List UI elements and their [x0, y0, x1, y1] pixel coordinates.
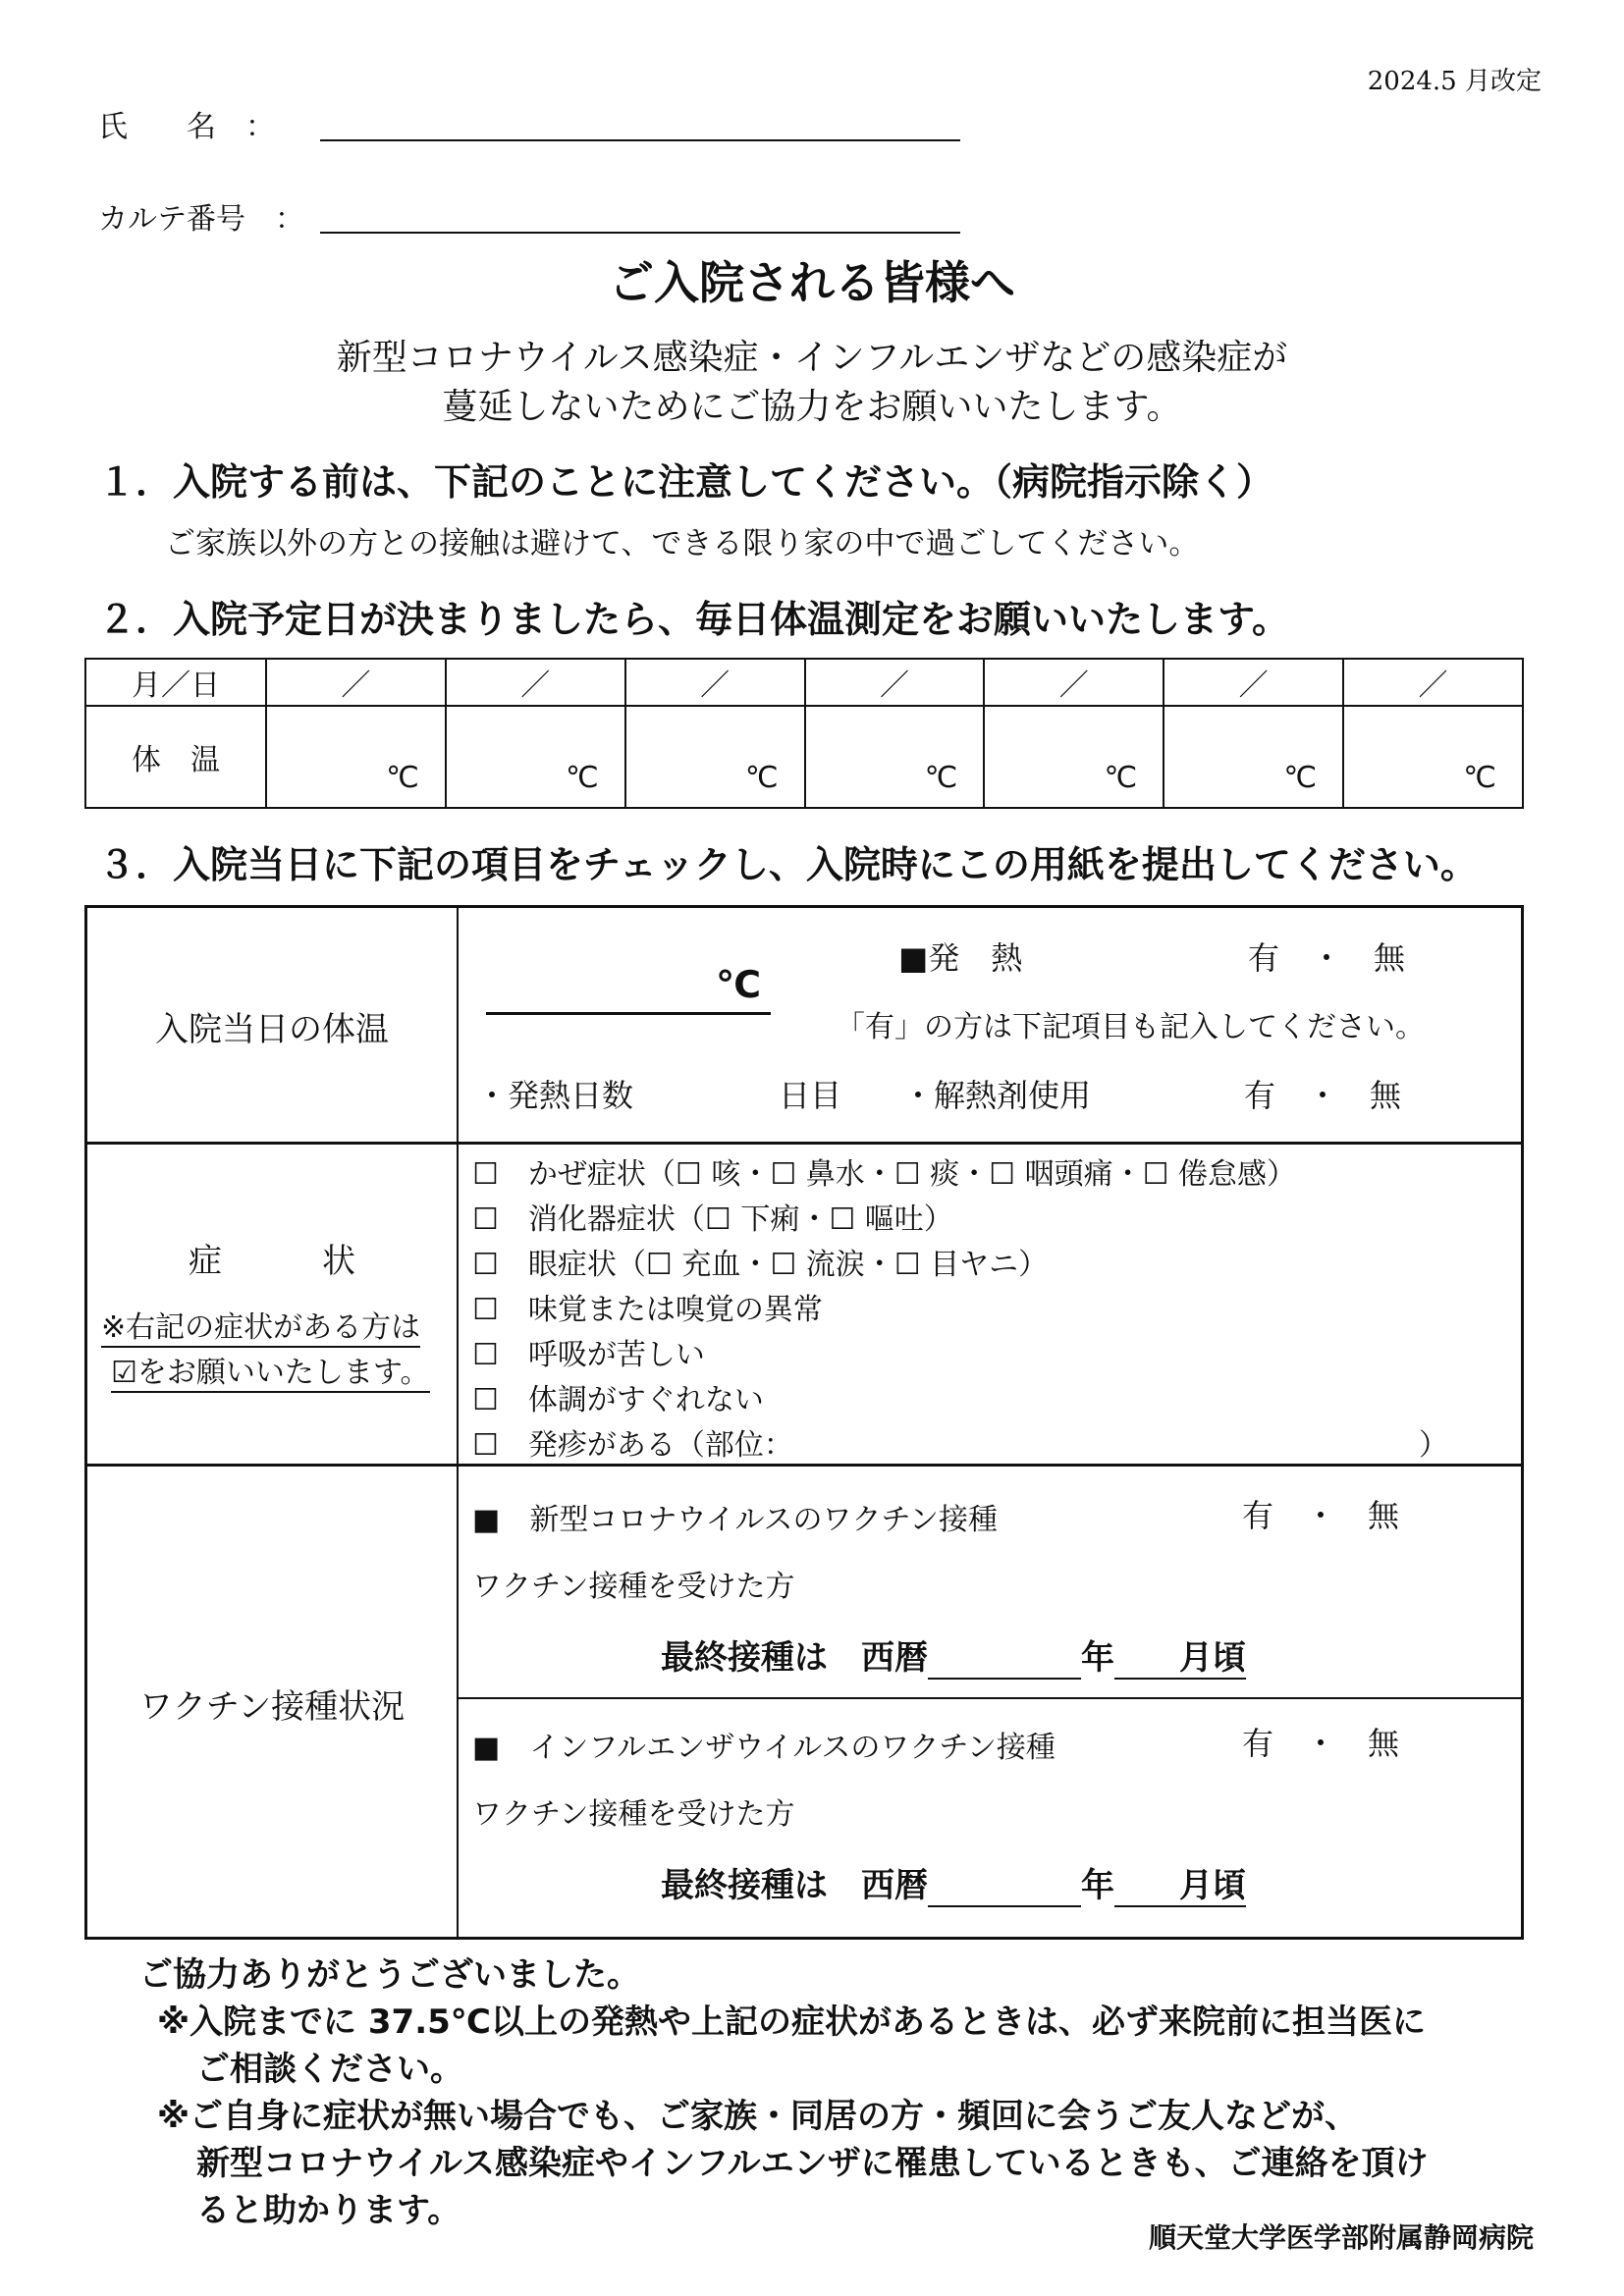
- revision-date: 2024.5 月改定: [1367, 67, 1542, 96]
- page-title: ご入院される皆様へ: [609, 256, 1015, 309]
- temperature-cell[interactable]: ℃: [446, 706, 625, 808]
- row-divider: [457, 1697, 1524, 1699]
- name-label: 氏 名 ：: [98, 110, 275, 144]
- temperature-row-label: 体 温: [85, 706, 266, 808]
- flu-year-blank[interactable]: [928, 1866, 1081, 1907]
- symptom-cold[interactable]: ☐ かぜ症状（☐ 咳・☐ 鼻水・☐ 痰・☐ 咽頭痛・☐ 倦怠感）: [472, 1157, 1297, 1192]
- covid-last-dose: 最終接種は 西暦 年 月頃: [661, 1638, 1246, 1678]
- date-cell[interactable]: ／: [446, 659, 625, 706]
- temperature-cell[interactable]: ℃: [984, 706, 1164, 808]
- antipyretic-label: ・解熱剤使用: [902, 1077, 1092, 1114]
- temperature-cell[interactable]: ℃: [1164, 706, 1343, 808]
- fever-label: ■発 熱: [898, 939, 1023, 977]
- flu-received-label: ワクチン接種を受けた方: [472, 1797, 795, 1832]
- symptom-eye[interactable]: ☐ 眼症状（☐ 充血・☐ 流涙・☐ 目ヤニ）: [472, 1248, 1049, 1282]
- section-1-note: ご家族以外の方との接触は避けて、できる限り家の中で過ごしてください。: [165, 526, 1200, 561]
- flu-vaccine-label: ■ インフルエンザウイルスのワクチン接種: [472, 1731, 1056, 1765]
- thanks-text: ご協力ありがとうございました。: [139, 1955, 640, 1995]
- row-divider: [87, 1464, 1521, 1467]
- intro-line-1: 新型コロナウイルス感染症・インフルエンザなどの感染症が: [336, 338, 1288, 378]
- admission-temp-line[interactable]: [486, 1012, 771, 1015]
- temperature-cell[interactable]: ℃: [1343, 706, 1523, 808]
- chart-number-label: カルテ番号 ：: [98, 202, 304, 237]
- symptom-taste-smell[interactable]: ☐ 味覚または嗅覚の異常: [472, 1293, 823, 1327]
- footer-note-2c: ると助かります。: [196, 2191, 461, 2230]
- date-cell[interactable]: ／: [984, 659, 1164, 706]
- intro-line-2: 蔓延しないためにご協力をお願いいたします。: [442, 387, 1182, 427]
- flu-last-dose: 最終接種は 西暦 年 月頃: [661, 1866, 1246, 1905]
- hospital-name: 順天堂大学医学部附属静岡病院: [1148, 2221, 1534, 2254]
- flu-vaccine-yes-no[interactable]: 有 ・ 無: [1242, 1725, 1400, 1762]
- section-1-heading: １．入院する前は、下記のことに注意してください。（病院指示除く）: [98, 460, 1274, 504]
- name-field: [98, 102, 275, 145]
- admission-checklist: [84, 905, 1524, 1940]
- admission-temp-unit: ℃: [716, 963, 762, 1006]
- symptom-unwell[interactable]: ☐ 体調がすぐれない: [472, 1383, 764, 1417]
- date-cell[interactable]: ／: [805, 659, 985, 706]
- symptoms-label: 症 状: [189, 1242, 355, 1281]
- name-line[interactable]: [320, 139, 960, 141]
- date-cell[interactable]: ／: [266, 659, 446, 706]
- covid-vaccine-yes-no[interactable]: 有 ・ 無: [1242, 1497, 1400, 1534]
- date-row-label: 月／日: [85, 659, 266, 706]
- covid-month-blank[interactable]: [1114, 1638, 1179, 1680]
- footer-note-1b: ご相談ください。: [196, 2050, 463, 2089]
- covid-received-label: ワクチン接種を受けた方: [472, 1570, 795, 1604]
- chart-number-field: [98, 194, 304, 238]
- symptoms-note-1: ※右記の症状がある方は: [101, 1303, 420, 1348]
- symptom-rash[interactable]: ☐ 発疹がある（部位：: [472, 1428, 793, 1463]
- vaccine-label: ワクチン接種状況: [138, 1687, 406, 1727]
- admission-temp-label: 入院当日の体温: [155, 1010, 389, 1049]
- date-cell[interactable]: ／: [1343, 659, 1523, 706]
- footer-note-2b: 新型コロナウイルス感染症やインフルエンザに罹患しているときも、ご連絡を頂け: [196, 2144, 1429, 2183]
- symptom-breathing[interactable]: ☐ 呼吸が苦しい: [472, 1338, 705, 1372]
- rash-close-paren: ）: [1419, 1428, 1448, 1463]
- fever-days-label: ・発熱日数: [476, 1077, 634, 1114]
- fever-yes-no[interactable]: 有 ・ 無: [1248, 939, 1406, 977]
- covid-year-blank[interactable]: [928, 1638, 1081, 1680]
- flu-month-blank[interactable]: [1114, 1866, 1179, 1907]
- section-3-heading: ３．入院当日に下記の項目をチェックし、入院時にこの用紙を提出してください。: [98, 843, 1478, 886]
- covid-vaccine-label: ■ 新型コロナウイルスのワクチン接種: [472, 1503, 999, 1537]
- section-2-heading: ２．入院予定日が決まりましたら、毎日体温測定をお願いいたします。: [98, 598, 1289, 641]
- footer-note-2a: ※ご自身に症状が無い場合でも、ご家族・同居の方・頻回に会うご友人などが、: [157, 2097, 1359, 2136]
- fever-days-unit: 日目: [779, 1077, 842, 1114]
- fever-note: 「有」の方は下記項目も記入してください。: [836, 1010, 1425, 1044]
- date-cell[interactable]: ／: [1164, 659, 1343, 706]
- footer-note-1a: ※入院までに 37.5℃以上の発熱や上記の症状があるときは、必ず来院前に担当医に: [157, 2002, 1426, 2042]
- temperature-cell[interactable]: ℃: [266, 706, 446, 808]
- symptoms-note-2: ☑をお願いいたします。: [111, 1348, 430, 1393]
- symptom-digestive[interactable]: ☐ 消化器症状（☐ 下痢・☐ 嘔吐）: [472, 1202, 953, 1237]
- temperature-log-table: [84, 658, 1524, 809]
- antipyretic-yes-no[interactable]: 有 ・ 無: [1244, 1077, 1402, 1114]
- row-divider: [87, 1142, 1521, 1145]
- column-divider: [457, 908, 459, 1937]
- temperature-cell[interactable]: ℃: [625, 706, 805, 808]
- chart-number-line[interactable]: [320, 232, 960, 234]
- temperature-cell[interactable]: ℃: [805, 706, 985, 808]
- date-cell[interactable]: ／: [625, 659, 805, 706]
